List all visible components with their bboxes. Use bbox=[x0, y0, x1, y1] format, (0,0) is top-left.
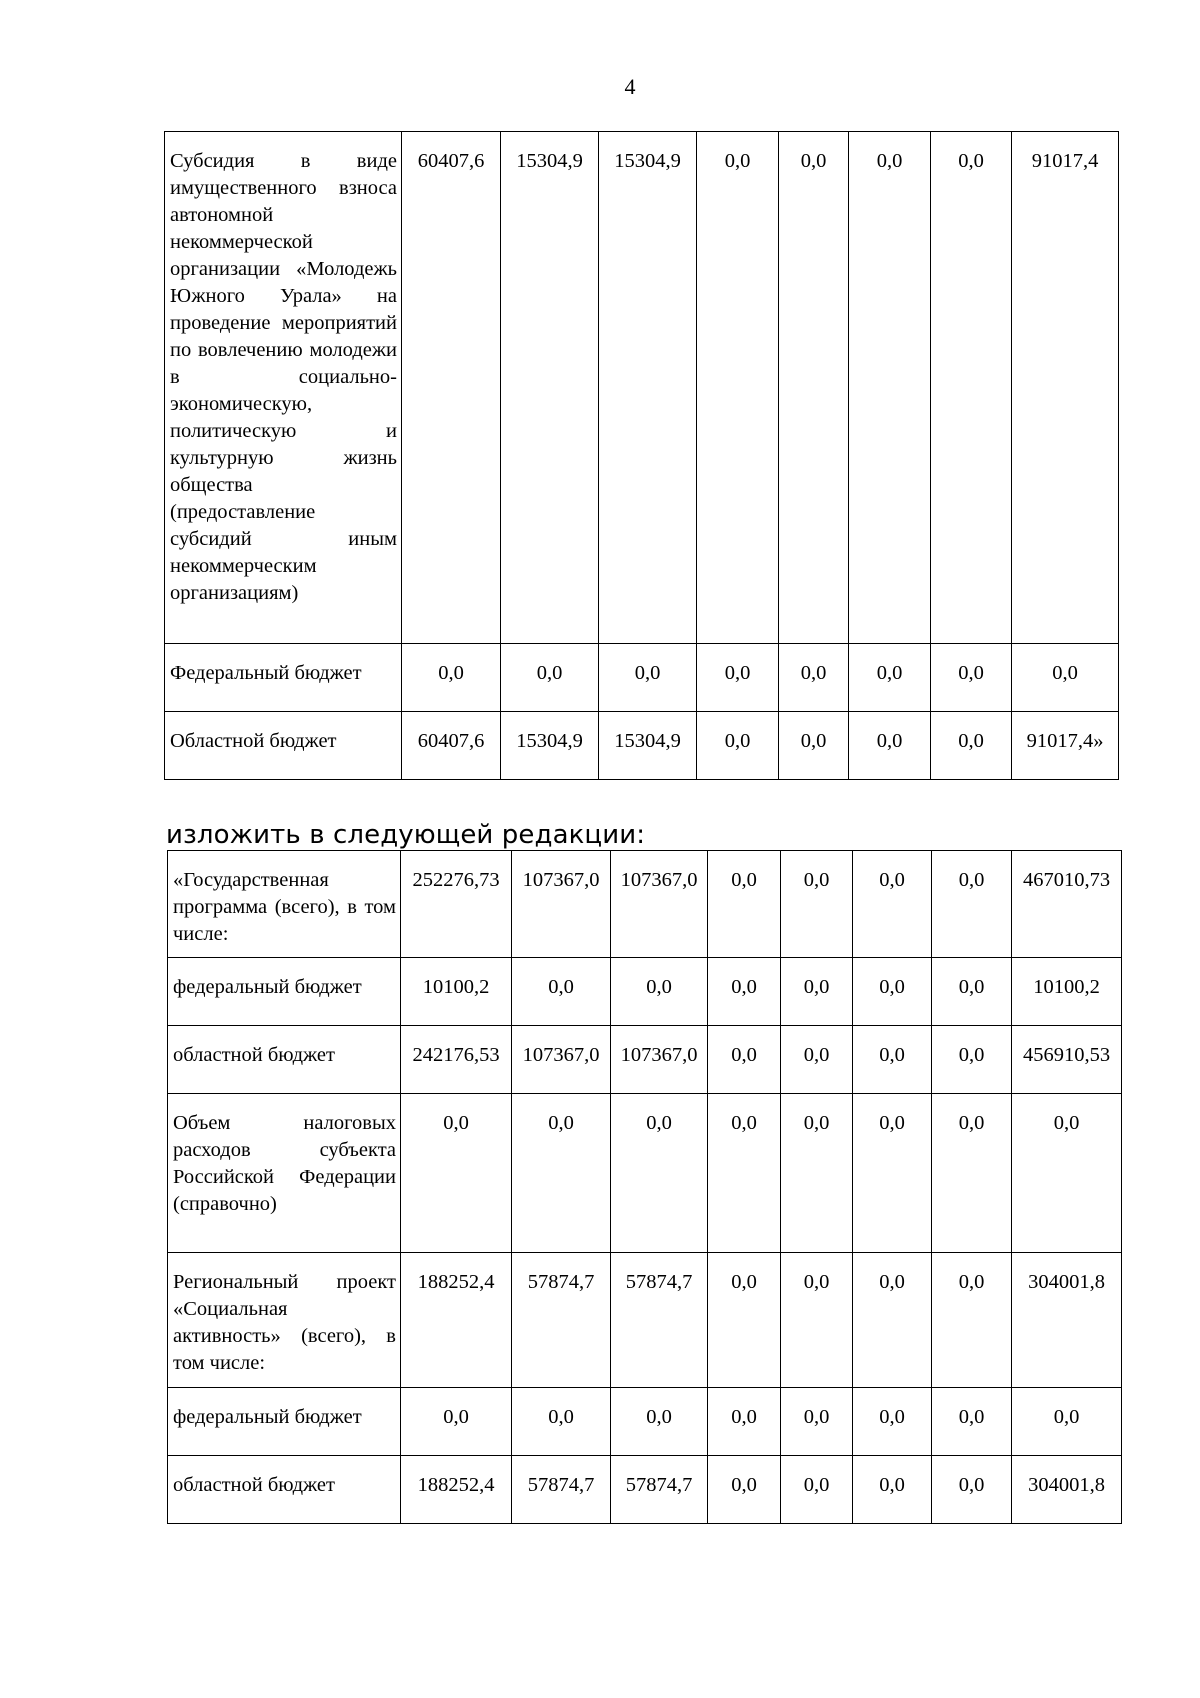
value-cell: 0,0 bbox=[512, 1388, 611, 1456]
value-cell: 0,0 bbox=[781, 851, 853, 958]
value-cell: 107367,0 bbox=[611, 1026, 708, 1094]
value-cell: 0,0 bbox=[779, 644, 849, 712]
value-cell: 0,0 bbox=[849, 644, 931, 712]
value-cell: 0,0 bbox=[708, 1253, 781, 1388]
row-label: Объем налоговых расходов субъекта Российской Федерации (справочно) bbox=[168, 1094, 401, 1253]
row-label: федеральный бюджет bbox=[168, 958, 401, 1026]
value-cell: 0,0 bbox=[708, 1026, 781, 1094]
value-cell: 188252,4 bbox=[401, 1253, 512, 1388]
value-cell: 0,0 bbox=[853, 958, 932, 1026]
value-cell: 0,0 bbox=[849, 132, 931, 644]
value-cell: 0,0 bbox=[708, 1094, 781, 1253]
value-cell: 0,0 bbox=[1012, 644, 1119, 712]
table-row bbox=[168, 1456, 1122, 1524]
value-cell: 0,0 bbox=[781, 1094, 853, 1253]
value-cell: 0,0 bbox=[932, 1388, 1012, 1456]
row-label: «Государственная программа (всего), в том числе: bbox=[168, 851, 401, 958]
value-cell: 188252,4 bbox=[401, 1456, 512, 1524]
value-cell: 0,0 bbox=[512, 1094, 611, 1253]
page-number: 4 bbox=[624, 74, 636, 99]
value-cell: 57874,7 bbox=[611, 1253, 708, 1388]
value-cell: 0,0 bbox=[708, 851, 781, 958]
value-cell: 0,0 bbox=[781, 1456, 853, 1524]
value-cell: 0,0 bbox=[853, 851, 932, 958]
value-cell: 0,0 bbox=[849, 712, 931, 780]
value-cell: 0,0 bbox=[779, 132, 849, 644]
value-cell: 0,0 bbox=[401, 1388, 512, 1456]
table-row bbox=[165, 132, 1119, 644]
value-cell: 0,0 bbox=[611, 958, 708, 1026]
row-label: областной бюджет bbox=[168, 1026, 401, 1094]
row-label: Областной бюджет bbox=[165, 712, 402, 780]
value-cell: 107367,0 bbox=[512, 851, 611, 958]
row-label: областной бюджет bbox=[168, 1456, 401, 1524]
value-cell: 15304,9 bbox=[599, 712, 697, 780]
value-cell: 0,0 bbox=[781, 958, 853, 1026]
value-cell: 107367,0 bbox=[611, 851, 708, 958]
value-cell: 0,0 bbox=[853, 1388, 932, 1456]
value-cell: 0,0 bbox=[932, 1253, 1012, 1388]
value-cell: 242176,53 bbox=[401, 1026, 512, 1094]
value-cell: 0,0 bbox=[611, 1388, 708, 1456]
value-cell: 0,0 bbox=[781, 1253, 853, 1388]
value-cell: 0,0 bbox=[401, 1094, 512, 1253]
value-cell: 0,0 bbox=[853, 1456, 932, 1524]
value-cell: 0,0 bbox=[931, 132, 1012, 644]
value-cell: 0,0 bbox=[932, 1026, 1012, 1094]
value-cell: 0,0 bbox=[931, 644, 1012, 712]
value-cell: 0,0 bbox=[512, 958, 611, 1026]
value-cell: 0,0 bbox=[781, 1388, 853, 1456]
value-cell: 0,0 bbox=[708, 1456, 781, 1524]
value-cell: 467010,73 bbox=[1012, 851, 1122, 958]
value-cell: 0,0 bbox=[708, 1388, 781, 1456]
value-cell: 0,0 bbox=[932, 958, 1012, 1026]
value-cell: 60407,6 bbox=[402, 132, 501, 644]
value-cell: 0,0 bbox=[599, 644, 697, 712]
row-label: Федеральный бюджет bbox=[165, 644, 402, 712]
value-cell: 0,0 bbox=[932, 1456, 1012, 1524]
table-row bbox=[168, 851, 1122, 958]
value-cell: 15304,9 bbox=[501, 712, 599, 780]
amendment-caption: изложить в следующей редакции: bbox=[166, 820, 646, 850]
value-cell: 0,0 bbox=[1012, 1094, 1122, 1253]
table-row bbox=[168, 1253, 1122, 1388]
value-cell: 0,0 bbox=[779, 712, 849, 780]
value-cell: 304001,8 bbox=[1012, 1456, 1122, 1524]
value-cell: 91017,4 bbox=[1012, 132, 1119, 644]
value-cell: 0,0 bbox=[402, 644, 501, 712]
row-label: федеральный бюджет bbox=[168, 1388, 401, 1456]
value-cell: 0,0 bbox=[853, 1026, 932, 1094]
value-cell: 0,0 bbox=[708, 958, 781, 1026]
value-cell: 0,0 bbox=[501, 644, 599, 712]
row-label: Субсидия в виде имущественного взноса автономной некоммерческой организации «Молодежь Южного Урала» на проведение мероприятий по вовлечению молодежи в социально-экономическую, политическую и культурную жизнь общества (предоставление субсидий иным некоммерческим организациям) bbox=[165, 132, 402, 644]
value-cell: 57874,7 bbox=[611, 1456, 708, 1524]
value-cell: 456910,53 bbox=[1012, 1026, 1122, 1094]
value-cell: 252276,73 bbox=[401, 851, 512, 958]
value-cell: 0,0 bbox=[853, 1253, 932, 1388]
table-row bbox=[165, 712, 1119, 780]
value-cell: 107367,0 bbox=[512, 1026, 611, 1094]
value-cell: 0,0 bbox=[611, 1094, 708, 1253]
value-cell: 0,0 bbox=[781, 1026, 853, 1094]
value-cell: 15304,9 bbox=[501, 132, 599, 644]
value-cell: 57874,7 bbox=[512, 1456, 611, 1524]
value-cell: 91017,4» bbox=[1012, 712, 1119, 780]
budget-table-new bbox=[167, 850, 1122, 1524]
value-cell: 0,0 bbox=[932, 851, 1012, 958]
value-cell: 0,0 bbox=[697, 712, 779, 780]
value-cell: 0,0 bbox=[697, 132, 779, 644]
value-cell: 0,0 bbox=[932, 1094, 1012, 1253]
value-cell: 304001,8 bbox=[1012, 1253, 1122, 1388]
value-cell: 60407,6 bbox=[402, 712, 501, 780]
value-cell: 0,0 bbox=[1012, 1388, 1122, 1456]
value-cell: 0,0 bbox=[853, 1094, 932, 1253]
table-row bbox=[168, 1094, 1122, 1253]
value-cell: 10100,2 bbox=[401, 958, 512, 1026]
table-row bbox=[168, 1026, 1122, 1094]
value-cell: 10100,2 bbox=[1012, 958, 1122, 1026]
value-cell: 0,0 bbox=[931, 712, 1012, 780]
table-row bbox=[165, 644, 1119, 712]
row-label: Региональный проект «Социальная активность» (всего), в том числе: bbox=[168, 1253, 401, 1388]
table-row bbox=[168, 958, 1122, 1026]
value-cell: 57874,7 bbox=[512, 1253, 611, 1388]
value-cell: 15304,9 bbox=[599, 132, 697, 644]
table-row bbox=[168, 1388, 1122, 1456]
budget-table-previous bbox=[164, 131, 1119, 780]
value-cell: 0,0 bbox=[697, 644, 779, 712]
